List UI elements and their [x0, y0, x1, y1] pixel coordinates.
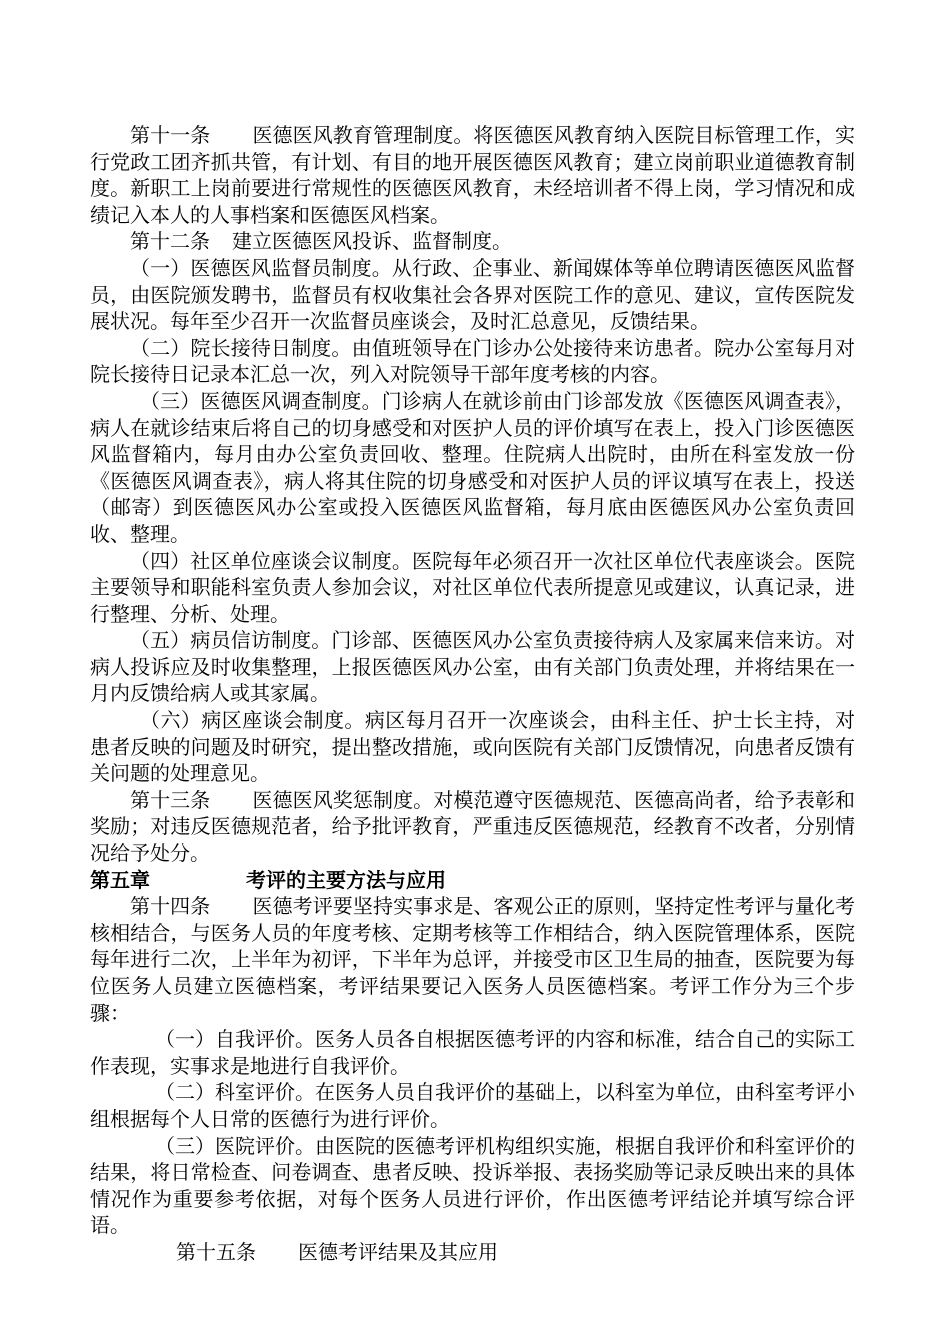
article-12-item-6: （六）病区座谈会制度。病区每月召开一次座谈会，由科主任、护士长主持，对患者反映的问题及时研究，提出整改措施，或向医院有关部门反馈情况，向患者反馈有关问题的处理意见。 — [90, 708, 855, 786]
article-12-item-1: （一）医德医风监督员制度。从行政、企事业、新闻媒体等单位聘请医德医风监督员，由医院颁发聘书，监督员有权收集社会各界对医院工作的意见、建议，宣传医院发展状况。每年至少召开一次监督员座谈会，及时汇总意见，反馈结果。 — [90, 255, 855, 334]
chapter-5-title: 考评的主要方法与应用 — [246, 867, 446, 892]
article-12-label: 第十二条 — [130, 229, 210, 254]
article-15-label: 第十五条 — [176, 1239, 256, 1264]
article-12-item-2: （二）院长接待日制度。由值班领导在门诊办公处接待来访患者。院办公室每月对院长接待日记录本汇总一次，列入对院领导干部年度考核的内容。 — [90, 335, 855, 387]
article-14-item-2: （二）科室评价。在医务人员自我评价的基础上，以科室为单位，由科室考评小组根据每个人日常的医德行为进行评价。 — [90, 1080, 855, 1131]
article-11-label: 第十一条 — [130, 123, 211, 147]
article-12-item-5: （五）病员信访制度。门诊部、医德医风办公室负责接待病人及家属来信来访。对病人投诉应及时收集整理，上报医德医风办公室，由有关部门负责处理，并将结果在一月内反馈给病人或其家属。 — [90, 628, 855, 706]
article-14-label: 第十四条 — [130, 894, 211, 919]
article-12-item-4: （四）社区单位座谈会议制度。医院每年必须召开一次社区单位代表座谈会。医院主要领导和职能科室负责人参加会议，对社区单位代表所提意见或建议，认真记录，进行整理、分析、处理。 — [90, 548, 855, 626]
article-13-label: 第十三条 — [130, 787, 211, 812]
article-13 — [90, 787, 855, 867]
article-12 — [90, 228, 855, 255]
article-11-text: 医德医风教育管理制度。将医德医风教育纳入医院目标管理工作，实行党政工团齐抓共管，有计划、有目的地开展医德医风教育；建立岗前职业道德教育制度。新职工上岗前要进行常规性的医德医风教育，未经培训者不得上岗，学习情况和成绩记入本人的人事档案和医德医风档案。 — [90, 123, 856, 227]
article-13-text: 医德医风奖惩制度。对模范遵守医德规范、医德高尚者，给予表彰和奖励；对违反医德规范者，给予批评教育，严重违反医德规范，经教育不改者，分别情况给予处分。 — [90, 787, 856, 866]
chapter-5-heading — [90, 867, 855, 894]
article-12-item-3: （三）医德医风调查制度。门诊病人在就诊前由门诊部发放《医德医风调查表》，病人在就诊结束后将自己的切身感受和对医护人员的评价填写在表上，投入门诊医德医风监督箱内，每月由办公室负责回收、整理。住院病人出院时，由所在科室发放一份《医德医风调查表》，病人将其住院的切身感受和对医护人员的评议填写在表上，投送（邮寄）到医德医风办公室或投入医德医风监督箱，每月底由医德医风办公室负责回收、整理。 — [90, 388, 855, 546]
article-14 — [90, 893, 855, 1026]
article-12-text: 建立医德医风投诉、监督制度。 — [232, 229, 512, 254]
article-14-text: 医德考评要坚持实事求是、客观公正的原则，坚持定性考评与量化考核相结合，与医务人员的年度考核、定期考核等工作相结合，纳入医院管理体系，医院每年进行二次，上半年为初评，下半年为总评，并接受市区卫生局的抽查，医院要为每位医务人员建立医德档案，考评结果要记入医务人员医德档案。考评工作分为三个步骤： — [90, 894, 856, 1025]
article-14-item-3: （三）医院评价。由医院的医德考评机构组织实施，根据自我评价和科室评价的结果，将日常检查、问卷调查、患者反映、投诉举报、表扬奖励等记录反映出来的具体情况作为重要参考依据，对每个医务人员进行评价，作出医德考评结论并填写综合评语。 — [90, 1133, 855, 1238]
article-11 — [90, 122, 855, 228]
article-15-text: 医德考评结果及其应用 — [298, 1239, 498, 1264]
article-14-item-1: （一）自我评价。医务人员各自根据医德考评的内容和标准，结合自己的实际工作表现，实事求是地进行自我评价。 — [90, 1027, 855, 1078]
article-15 — [90, 1239, 855, 1266]
chapter-5-label: 第五章 — [90, 867, 150, 892]
document-page — [90, 122, 855, 1266]
